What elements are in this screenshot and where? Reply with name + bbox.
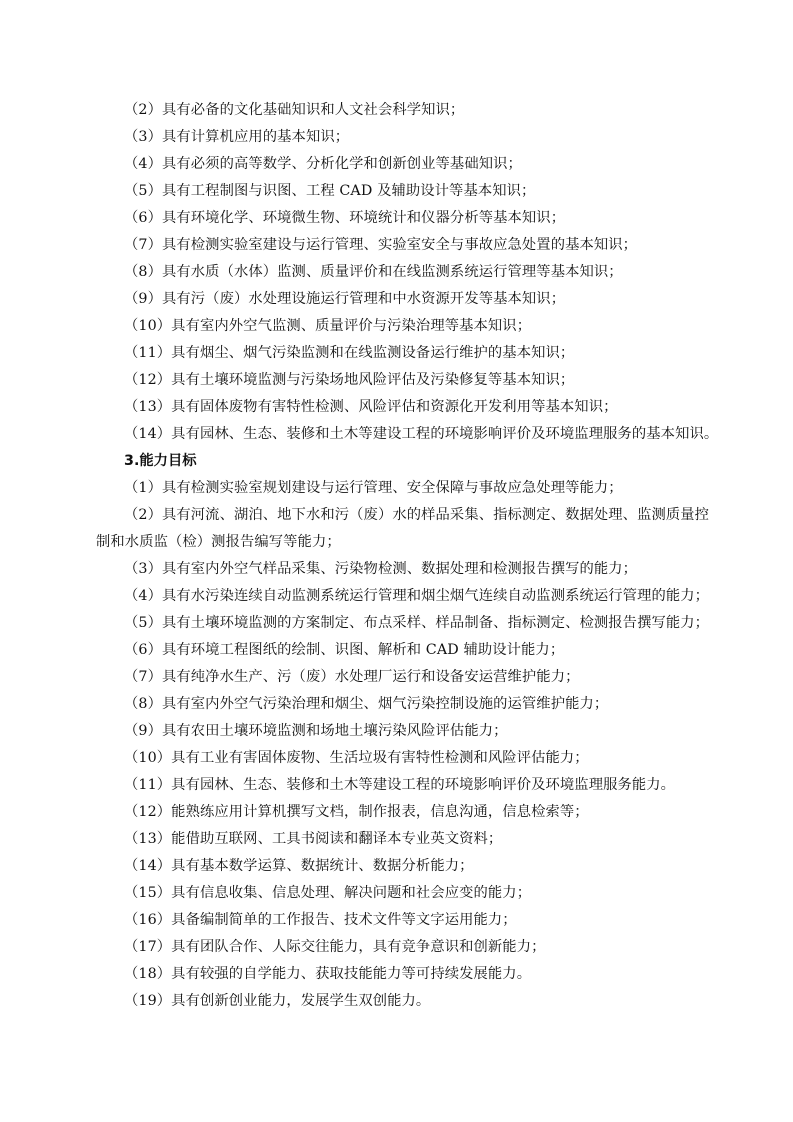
ability-section-heading: 3.能力目标: [124, 453, 197, 469]
ability-item-16: （16）具备编制简单的工作报告、技术文件等文字运用能力；: [124, 912, 517, 928]
ability-item-3: （3）具有室内外空气样品采集、污染物检测、数据处理和检测报告撰写的能力；: [124, 561, 638, 577]
knowledge-item-5: （5）具有工程制图与识图、工程 CAD 及辅助设计等基本知识；: [124, 183, 536, 199]
knowledge-item-14: （14）具有园林、生态、装修和土木等建设工程的环境影响评价及环境监理服务的基本知识。: [124, 426, 719, 442]
knowledge-item-9: （9）具有污（废）水处理设施运行管理和中水资源开发等基本知识；: [124, 291, 566, 307]
ability-item-4: （4）具有水污染连续自动监测系统运行管理和烟尘烟气连续自动监测系统运行管理的能力；: [124, 588, 710, 604]
knowledge-item-6: （6）具有环境化学、环境微生物、环境统计和仪器分析等基本知识；: [124, 210, 566, 226]
knowledge-item-10: （10）具有室内外空气监测、质量评价与污染治理等基本知识；: [124, 318, 532, 334]
ability-item-18: （18）具有较强的自学能力、获取技能能力等可持续发展能力。: [124, 966, 532, 982]
ability-item-12: （12）能熟练应用计算机撰写文档，制作报表，信息沟通，信息检索等；: [124, 804, 589, 820]
ability-item-7: （7）具有纯净水生产、污（废）水处理厂运行和设备安运营维护能力；: [124, 669, 580, 685]
knowledge-item-11: （11）具有烟尘、烟气污染监测和在线监测设备运行维护的基本知识；: [124, 345, 575, 361]
knowledge-item-3: （3）具有计算机应用的基本知识；: [124, 129, 350, 145]
ability-item-11: （11）具有园林、生态、装修和土木等建设工程的环境影响评价及环境监理服务能力。: [124, 777, 676, 793]
ability-item-15: （15）具有信息收集、信息处理、解决问题和社会应变的能力；: [124, 885, 532, 901]
ability-item-1: （1）具有检测实验室规划建设与运行管理、安全保障与事故应急处理等能力；: [124, 480, 623, 496]
knowledge-item-12: （12）具有土壤环境监测与污染场地风险评估及污染修复等基本知识；: [124, 372, 575, 388]
ability-item-10: （10）具有工业有害固体废物、生活垃圾有害特性检测和风险评估能力；: [124, 750, 589, 766]
knowledge-item-8: （8）具有水质（水体）监测、质量评价和在线监测系统运行管理等基本知识；: [124, 264, 623, 280]
knowledge-item-7: （7）具有检测实验室建设与运行管理、实验室安全与事故应急处置的基本知识；: [124, 237, 638, 253]
ability-item-8: （8）具有室内外空气污染治理和烟尘、烟气污染控制设施的运管维护能力；: [124, 696, 609, 712]
knowledge-item-4: （4）具有必须的高等数学、分析化学和创新创业等基础知识；: [124, 156, 522, 172]
ability-item-14: （14）具有基本数学运算、数据统计、数据分析能力；: [124, 858, 474, 874]
ability-item-6: （6）具有环境工程图纸的绘制、识图、解析和 CAD 辅助设计能力；: [124, 642, 565, 658]
document-body: [96, 97, 718, 1015]
ability-item-5: （5）具有土壤环境监测的方案制定、布点采样、样品制备、指标测定、检测报告撰写能力；: [124, 615, 710, 631]
ability-item-19: （19）具有创新创业能力，发展学生双创能力。: [124, 993, 431, 1009]
ability-item-2-continued: 制和水质监（检）测报告编写等能力；: [96, 534, 341, 550]
knowledge-item-13: （13）具有固体废物有害特性检测、风险评估和资源化开发利用等基本知识；: [124, 399, 618, 415]
ability-item-13: （13）能借助互联网、工具书阅读和翻译本专业英文资料；: [124, 831, 503, 847]
ability-item-9: （9）具有农田土壤环境监测和场地土壤污染风险评估能力；: [124, 723, 508, 739]
knowledge-item-2: （2）具有必备的文化基础知识和人文社会科学知识；: [124, 102, 465, 118]
ability-item-17: （17）具有团队合作、人际交往能力，具有竞争意识和创新能力；: [124, 939, 546, 955]
ability-item-2: （2）具有河流、湖泊、地下水和污（废）水的样品采集、指标测定、数据处理、监测质量控: [124, 507, 710, 523]
